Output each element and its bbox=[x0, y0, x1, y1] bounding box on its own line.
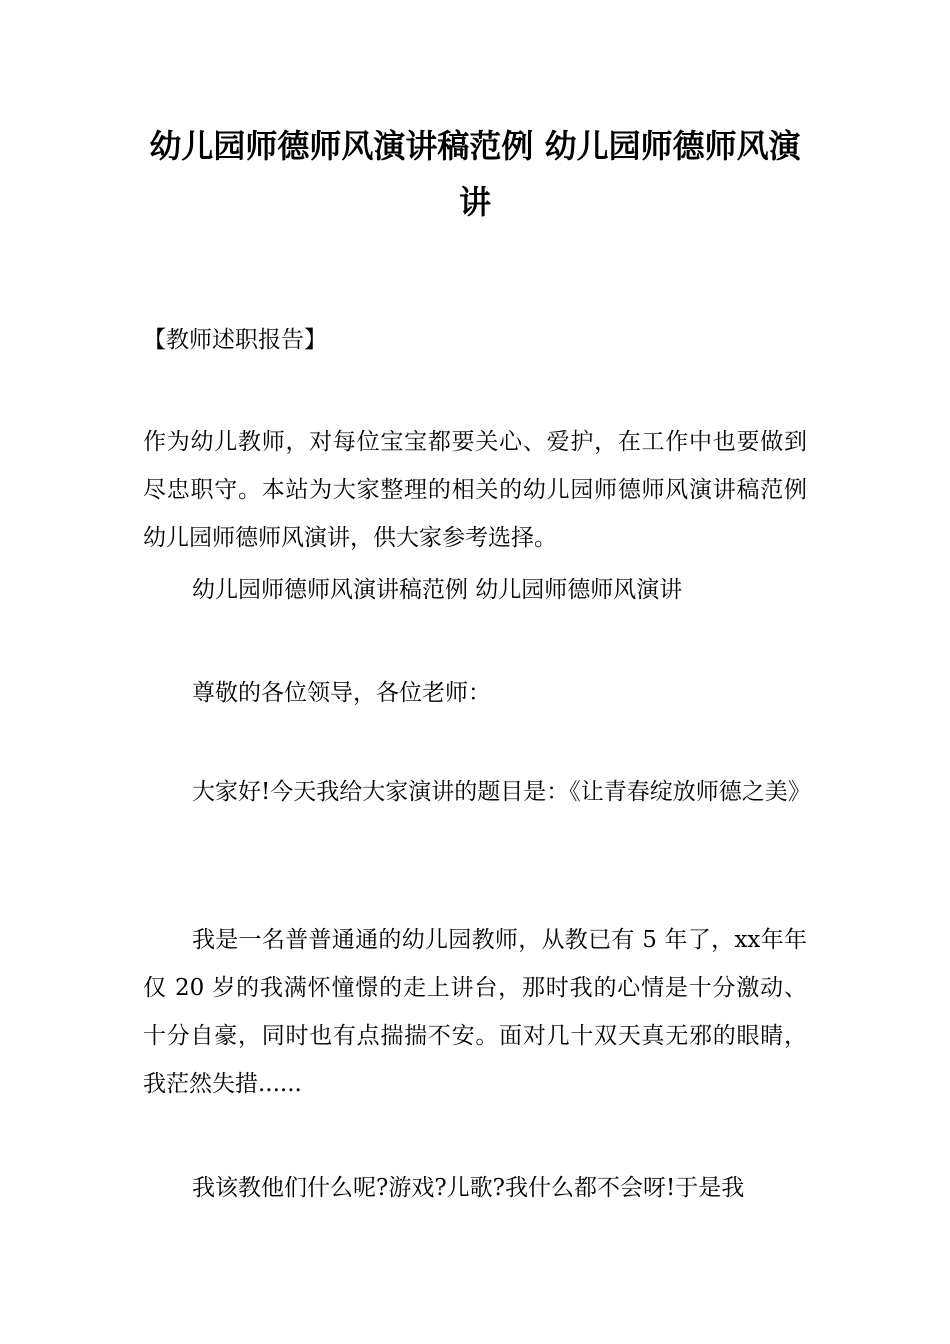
speech-paragraph-3: 我该教他们什么呢?游戏?儿歌?我什么都不会呀!于是我 bbox=[192, 1175, 745, 1201]
speech-heading: 幼儿园师德师风演讲稿范例 幼儿园师德师风演讲 bbox=[192, 577, 683, 603]
intro-paragraph: 作为幼儿教师，对每位宝宝都要关心、爱护，在工作中也要做到尽忠职守。本站为大家整理的相关的幼儿园师德师风演讲稿范例 幼儿园师德师风演讲，供大家参考选择。 bbox=[143, 429, 807, 551]
speech-paragraph-2: 我是一名普普通通的幼儿园教师，从教已有 5 年了，xx年年仅 20 岁的我满怀憧憬的走上讲台，那时我的心情是十分激动、十分自豪，同时也有点揣揣不安。面对几十双天真无邪的眼睛，我茫然失措...... bbox=[143, 927, 807, 1097]
speech-paragraph-1: 大家好!今天我给大家演讲的题目是：《让青春绽放师德之美》 bbox=[192, 779, 811, 805]
category-tag: 【教师述职报告】 bbox=[143, 327, 327, 353]
document-title: 幼儿园师德师风演讲稿范例 幼儿园师德师风演讲 bbox=[149, 127, 801, 221]
salutation: 尊敬的各位领导，各位老师： bbox=[192, 680, 491, 706]
